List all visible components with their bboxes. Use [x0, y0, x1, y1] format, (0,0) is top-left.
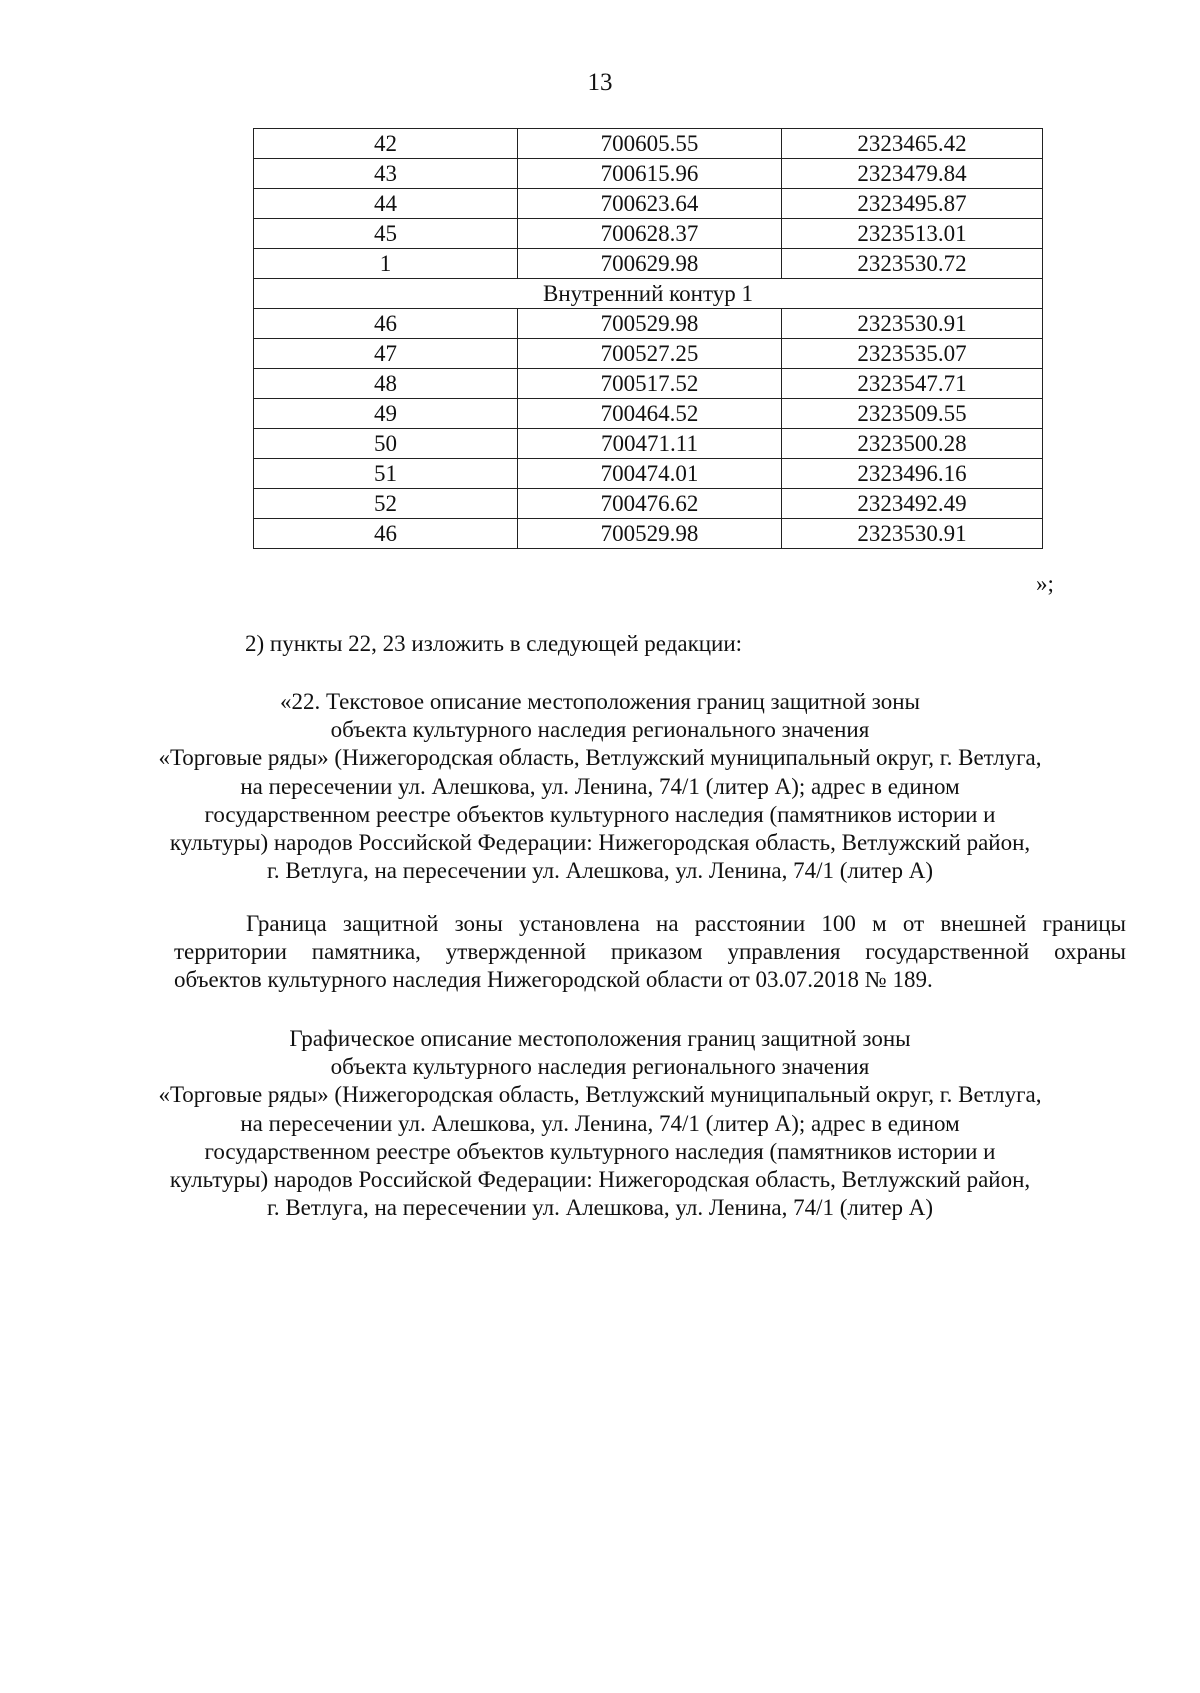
point-number-cell: 50: [254, 429, 518, 459]
point-number-cell: 46: [254, 519, 518, 549]
x-coordinate-cell: 700464.52: [518, 399, 782, 429]
heading-line: «22. Текстовое описание местоположения границ защитной зоны: [280, 689, 920, 714]
x-coordinate-cell: 700529.98: [518, 519, 782, 549]
table-row: [254, 399, 1043, 429]
graphic-description-heading: [150, 1025, 1050, 1222]
point-number-cell: 52: [254, 489, 518, 519]
heading-line: культуры) народов Российской Федерации: Нижегородская область, Ветлужский район,: [169, 830, 1031, 856]
heading-line: «Торговые ряды» (Нижегородская область, Ветлужский муниципальный округ, г. Ветлуга,: [158, 745, 1042, 771]
table-row: [254, 309, 1043, 339]
table-row: [254, 489, 1043, 519]
point-number-cell: 42: [254, 129, 518, 159]
heading-line: объекта культурного наследия регионального значения: [330, 717, 870, 743]
y-coordinate-cell: 2323535.07: [782, 339, 1043, 369]
table-row: [254, 159, 1043, 189]
y-coordinate-cell: 2323530.91: [782, 309, 1043, 339]
coordinate-table: [253, 128, 1043, 549]
point-number-cell: 44: [254, 189, 518, 219]
heading-line: «Торговые ряды» (Нижегородская область, Ветлужский муниципальный округ, г. Ветлуга,: [158, 1082, 1042, 1108]
table-section-row: [254, 279, 1043, 309]
x-coordinate-cell: 700628.37: [518, 219, 782, 249]
heading-line: государственном реестре объектов культурного наследия (памятников истории и: [204, 1138, 996, 1164]
x-coordinate-cell: 700629.98: [518, 249, 782, 279]
closing-quote-mark: »;: [1036, 571, 1054, 596]
point-number-cell: 47: [254, 339, 518, 369]
y-coordinate-cell: 2323495.87: [782, 189, 1043, 219]
x-coordinate-cell: 700527.25: [518, 339, 782, 369]
text-description-heading: [150, 688, 1050, 885]
x-coordinate-cell: 700529.98: [518, 309, 782, 339]
y-coordinate-cell: 2323530.72: [782, 249, 1043, 279]
x-coordinate-cell: 700615.96: [518, 159, 782, 189]
point-number-cell: 1: [254, 249, 518, 279]
y-coordinate-cell: 2323465.42: [782, 129, 1043, 159]
y-coordinate-cell: 2323500.28: [782, 429, 1043, 459]
point-number-cell: 49: [254, 399, 518, 429]
inner-contour-label: Внутренний контур 1: [254, 279, 1043, 309]
x-coordinate-cell: 700605.55: [518, 129, 782, 159]
paragraph-line: объектов культурного наследия Нижегородской области от 03.07.2018 № 189.: [174, 967, 933, 993]
paragraph-line: территории памятника, утвержденной приказом управления государственной охраны: [174, 939, 1126, 965]
table-row: [254, 429, 1043, 459]
y-coordinate-cell: 2323513.01: [782, 219, 1043, 249]
heading-line: на пересечении ул. Алешкова, ул. Ленина, 74/1 (литер А); адрес в едином: [240, 773, 960, 799]
x-coordinate-cell: 700623.64: [518, 189, 782, 219]
amendment-instruction: 2) пункты 22, 23 изложить в следующей редакции:: [245, 631, 743, 656]
point-number-cell: 51: [254, 459, 518, 489]
heading-line: государственном реестре объектов культурного наследия (памятников истории и: [204, 801, 996, 827]
table-row: [254, 339, 1043, 369]
table-row: [254, 249, 1043, 279]
y-coordinate-cell: 2323479.84: [782, 159, 1043, 189]
heading-line: культуры) народов Российской Федерации: Нижегородская область, Ветлужский район,: [169, 1167, 1031, 1193]
y-coordinate-cell: 2323496.16: [782, 459, 1043, 489]
table-row: [254, 219, 1043, 249]
y-coordinate-cell: 2323547.71: [782, 369, 1043, 399]
boundary-paragraph: [174, 910, 1126, 995]
y-coordinate-cell: 2323492.49: [782, 489, 1043, 519]
table-row: [254, 519, 1043, 549]
heading-line: Графическое описание местоположения границ защитной зоны: [289, 1026, 911, 1051]
y-coordinate-cell: 2323509.55: [782, 399, 1043, 429]
table-row: [254, 459, 1043, 489]
heading-line: объекта культурного наследия регионального значения: [330, 1054, 870, 1080]
point-number-cell: 43: [254, 159, 518, 189]
x-coordinate-cell: 700517.52: [518, 369, 782, 399]
table-row: [254, 369, 1043, 399]
heading-line: г. Ветлуга, на пересечении ул. Алешкова, ул. Ленина, 74/1 (литер А): [267, 1195, 933, 1221]
paragraph-line: Граница защитной зоны установлена на расстоянии 100 м от внешней границы: [246, 911, 1126, 936]
heading-line: на пересечении ул. Алешкова, ул. Ленина, 74/1 (литер А); адрес в едином: [240, 1110, 960, 1136]
page-number: 13: [587, 69, 613, 96]
y-coordinate-cell: 2323530.91: [782, 519, 1043, 549]
heading-line: г. Ветлуга, на пересечении ул. Алешкова, ул. Ленина, 74/1 (литер А): [267, 858, 933, 884]
point-number-cell: 48: [254, 369, 518, 399]
x-coordinate-cell: 700476.62: [518, 489, 782, 519]
table-row: [254, 189, 1043, 219]
point-number-cell: 46: [254, 309, 518, 339]
table-row: [254, 129, 1043, 159]
x-coordinate-cell: 700471.11: [518, 429, 782, 459]
point-number-cell: 45: [254, 219, 518, 249]
x-coordinate-cell: 700474.01: [518, 459, 782, 489]
